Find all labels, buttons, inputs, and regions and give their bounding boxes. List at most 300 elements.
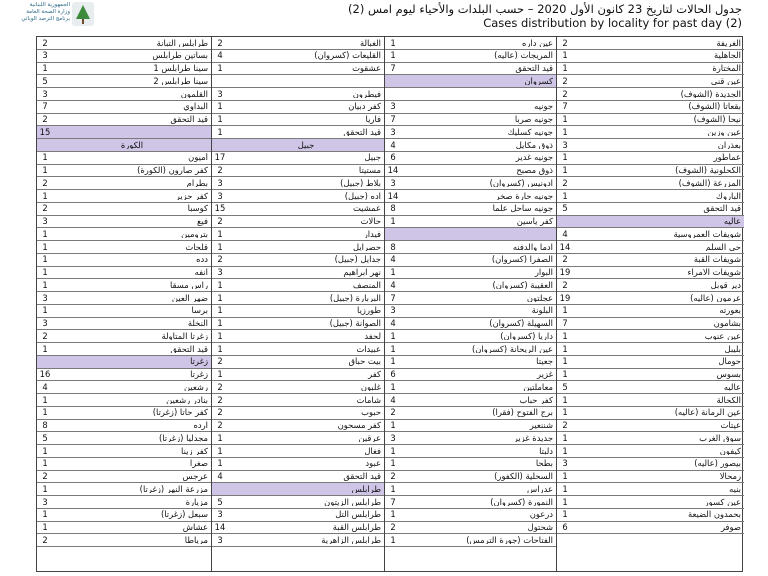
case-count: 1 (217, 458, 223, 469)
table-row (37, 318, 211, 331)
case-count: 7 (390, 292, 396, 303)
table-row (557, 420, 744, 433)
locality-name: نيحا (الشوف) (693, 115, 741, 124)
table-row (557, 394, 744, 407)
locality-name: حبوب (361, 408, 381, 417)
locality-name: المريجات (عاليه) (494, 51, 553, 60)
locality-name: فاريا (365, 115, 381, 124)
case-count: 1 (562, 432, 568, 443)
case-count: 1 (390, 50, 396, 61)
table-row (557, 139, 744, 152)
case-count: 2 (42, 203, 48, 214)
table-row (385, 330, 556, 343)
locality-name: طورزيا (357, 306, 381, 315)
table-row (37, 228, 211, 241)
table-row (557, 356, 744, 369)
locality-name: عشقوت (352, 64, 381, 73)
cases-table (36, 36, 743, 572)
locality-name: البربارة (جبيل) (329, 293, 381, 303)
table-column (556, 37, 744, 571)
locality-name: القليعات (كسروان) (314, 51, 381, 60)
table-row (37, 407, 211, 420)
table-row (212, 445, 384, 458)
table-row (212, 522, 384, 535)
case-count: 2 (217, 37, 223, 48)
case-count: 3 (390, 432, 396, 443)
case-count: 5 (562, 381, 568, 392)
locality-name: بيصور (عاليه) (694, 459, 741, 468)
table-row (212, 37, 384, 50)
table-row (212, 216, 384, 229)
table-row (37, 50, 211, 63)
table-row (557, 432, 744, 445)
case-count: 2 (217, 394, 223, 405)
case-count: 4 (217, 471, 223, 482)
locality-name: دده (196, 255, 208, 264)
locality-name: بلاط (جبيل) (340, 178, 381, 188)
case-count: 8 (42, 420, 48, 431)
locality-name: فغال (364, 446, 381, 456)
locality-name: عين قني (710, 76, 741, 86)
case-count: 5 (217, 496, 223, 507)
table-row (212, 279, 384, 292)
case-count: 1 (562, 407, 568, 418)
case-count: 1 (390, 37, 396, 48)
locality-name: عمشيت (352, 204, 381, 213)
locality-name: كفر صارون (الكورة) (137, 166, 208, 175)
locality-name: برج الفتوح (فقرا) (492, 408, 553, 417)
locality-name: النمورة (كسروان) (490, 497, 553, 507)
locality-name: المزرعة (الشوف) (678, 178, 741, 188)
case-count: 3 (390, 177, 396, 188)
table-row (557, 50, 744, 63)
locality-name: الكورة (120, 140, 144, 150)
locality-name: غزير (537, 370, 553, 379)
locality-name: فيدار (363, 229, 381, 239)
logo-line-2: وزارة الصحة العامة (26, 9, 70, 15)
case-count: 8 (390, 203, 396, 214)
case-count: 4 (390, 254, 396, 265)
table-row (385, 522, 556, 535)
case-count: 2 (390, 522, 396, 533)
locality-name: بطحا (535, 459, 553, 468)
locality-name: قلحات (185, 242, 208, 252)
title-english: Cases distribution by locality for past day (2) (483, 16, 742, 30)
table-column (384, 37, 556, 571)
case-count: 2 (217, 420, 223, 431)
locality-name: حالات (360, 217, 381, 226)
locality-name: الباروك (716, 191, 741, 201)
locality-name: عماطور (713, 153, 741, 162)
case-count: 3 (42, 318, 48, 329)
locality-name: عيتات (720, 421, 741, 430)
locality-name: جونيه غدير (515, 153, 553, 162)
case-count: 1 (217, 369, 223, 380)
locality-name: سبعل (زغرتا) (160, 510, 208, 519)
table-row (212, 88, 384, 101)
case-count: 1 (217, 343, 223, 354)
locality-name: شويفات العمروسية (673, 229, 741, 239)
district-header-row (557, 216, 744, 229)
case-count: 15 (214, 203, 226, 214)
case-count: 1 (390, 420, 396, 431)
case-count: 1 (217, 63, 223, 74)
case-count: 1 (217, 279, 223, 290)
table-row (385, 88, 556, 101)
case-count: 1 (42, 522, 48, 533)
locality-name: ارده (193, 421, 208, 430)
locality-name: الصوانة (جبيل) (329, 319, 381, 328)
table-row (385, 369, 556, 382)
table-row (212, 381, 384, 394)
table-row (212, 114, 384, 127)
table-row (557, 165, 744, 178)
locality-name: السهيلة (كسروان) (489, 319, 553, 328)
table-row (37, 471, 211, 484)
case-count: 1 (42, 190, 48, 201)
case-count: 2 (42, 177, 48, 188)
case-count: 1 (42, 305, 48, 316)
locality-name: دير قوبل (710, 280, 741, 290)
locality-name: شننعير (529, 421, 553, 430)
locality-name: شويفات القبة (693, 255, 741, 264)
table-row (557, 483, 744, 496)
locality-name: جبيل (364, 153, 381, 162)
logo-line-3: برنامج الترصد الوبائي (21, 16, 70, 22)
table-row (557, 254, 744, 267)
case-count: 1 (42, 279, 48, 290)
table-row (385, 534, 556, 547)
table-row (557, 458, 744, 471)
locality-name: سينا طرابلس 2 (153, 76, 208, 86)
case-count: 1 (562, 50, 568, 61)
case-count: 2 (562, 279, 568, 290)
locality-name: طرابلس القبة (332, 523, 381, 532)
case-count: 1 (562, 165, 568, 176)
locality-name: بسوس (716, 370, 741, 379)
case-count: 3 (217, 88, 223, 99)
table-row (385, 216, 556, 229)
case-count: 2 (562, 177, 568, 188)
table-row (37, 241, 211, 254)
case-count: 1 (390, 343, 396, 354)
table-row (212, 496, 384, 509)
locality-name: مجدليا (زغرتا) (158, 433, 208, 443)
table-row (557, 177, 744, 190)
case-count: 1 (217, 305, 223, 316)
case-count: 3 (562, 458, 568, 469)
locality-name: مزيارة (185, 497, 208, 507)
table-row (212, 369, 384, 382)
table-row (385, 496, 556, 509)
table-row (385, 458, 556, 471)
locality-name: غلبون (360, 382, 381, 392)
district-header-row (37, 356, 211, 369)
locality-name: طرابلس الزاهرية (321, 535, 381, 545)
locality-name: شامات (356, 395, 381, 405)
locality-name: اده (جبيل) (344, 191, 381, 201)
locality-name: قيد التحقق (170, 115, 208, 124)
table-row (37, 190, 211, 203)
locality-name: قيد التحقق (343, 472, 381, 481)
table-row (37, 496, 211, 509)
table-row (557, 88, 744, 101)
locality-name: كيفون (719, 446, 741, 456)
table-row (385, 126, 556, 139)
locality-name: عدراس (527, 484, 553, 494)
case-count: 2 (42, 37, 48, 48)
locality-name: بطرام (186, 178, 208, 188)
table-row (37, 267, 211, 280)
table-row (212, 75, 384, 88)
case-count: 1 (42, 458, 48, 469)
case-count: 1 (562, 356, 568, 367)
case-count: 6 (390, 152, 396, 163)
table-row (557, 114, 744, 127)
locality-name: طرابلس التبانة (156, 38, 208, 48)
table-row (212, 394, 384, 407)
locality-name: دلبتا (539, 446, 553, 456)
locality-name: عين الريحانة (كسروان) (472, 344, 553, 354)
district-header-row (385, 228, 556, 241)
table-row (557, 445, 744, 458)
locality-name: عين كسور (704, 497, 741, 507)
table-row (385, 279, 556, 292)
locality-name: رشعين (183, 382, 208, 392)
district-header-row (212, 139, 384, 152)
case-count: 4 (390, 394, 396, 405)
table-row (557, 305, 744, 318)
case-count: 1 (562, 114, 568, 125)
table-row (37, 37, 211, 50)
table-row (212, 509, 384, 522)
table-row (557, 75, 744, 88)
case-count: 7 (562, 101, 568, 112)
locality-name: فيطرون (352, 89, 381, 99)
table-row (385, 114, 556, 127)
case-count: 2 (562, 88, 568, 99)
case-count: 1 (217, 126, 223, 137)
case-count: 2 (562, 37, 568, 48)
district-header-row (37, 139, 211, 152)
table-row (212, 458, 384, 471)
locality-name: مزرعة النهر (زغرتا) (139, 484, 208, 494)
table-row (37, 114, 211, 127)
table-row (557, 101, 744, 114)
case-count: 1 (42, 241, 48, 252)
table-row (37, 101, 211, 114)
table-row (212, 126, 384, 139)
case-count: 3 (390, 126, 396, 137)
table-row (557, 381, 744, 394)
table-row (37, 305, 211, 318)
locality-name: المنصف (352, 280, 381, 290)
case-count: 1 (390, 534, 396, 545)
table-row (385, 63, 556, 76)
locality-name: داريا (كسروان) (500, 331, 553, 341)
table-row (557, 369, 744, 382)
locality-name: قيد التحقق (170, 344, 208, 354)
locality-name: حي السلم (705, 242, 741, 252)
locality-name: كفر دبيان (348, 102, 381, 111)
table-row (212, 63, 384, 76)
table-row (37, 152, 211, 165)
locality-name: سينا طرابلس 1 (153, 64, 208, 73)
locality-name: درعون (529, 510, 553, 519)
case-count: 1 (217, 101, 223, 112)
table-row (385, 267, 556, 280)
table-row (385, 483, 556, 496)
case-count: 2 (217, 381, 223, 392)
locality-name: بعورته (719, 306, 741, 315)
table-row (212, 228, 384, 241)
locality-name: مرياطا (184, 535, 208, 545)
table-row (557, 152, 744, 165)
case-count: 3 (42, 292, 48, 303)
case-count: 17 (214, 152, 226, 163)
locality-name: عبيدات (356, 344, 381, 354)
locality-name: قيد التحقق (343, 127, 381, 137)
locality-name: انفه (194, 268, 208, 277)
case-count: 14 (559, 241, 571, 252)
table-row (557, 318, 744, 331)
locality-name: بترومين (181, 229, 208, 239)
case-count: 2 (217, 254, 223, 265)
table-row (212, 318, 384, 331)
table-row (557, 279, 744, 292)
table-row (557, 190, 744, 203)
table-row (385, 203, 556, 216)
locality-name: جبيل (297, 140, 315, 150)
table-row (37, 75, 211, 88)
locality-name: عرقين (358, 433, 381, 443)
table-row (557, 509, 744, 522)
table-row (557, 228, 744, 241)
table-row (557, 267, 744, 280)
table-row (212, 101, 384, 114)
locality-name: بنيه (729, 484, 741, 494)
locality-name: مستيتا (358, 166, 381, 175)
locality-name: عاليه (723, 217, 741, 226)
table-row (212, 165, 384, 178)
case-count: 3 (390, 305, 396, 316)
locality-name: النخلة (187, 319, 208, 328)
case-count: 1 (42, 445, 48, 456)
locality-name: زغرتا (190, 357, 208, 366)
table-row (212, 152, 384, 165)
table-row (212, 330, 384, 343)
locality-name: جونيه صربا (514, 115, 553, 124)
case-count: 8 (390, 241, 396, 252)
case-count: 2 (42, 534, 48, 545)
case-count: 1 (390, 381, 396, 392)
locality-name: بحمدون الضيعة (687, 510, 741, 519)
case-count: 1 (562, 483, 568, 494)
locality-name: بقعاتا (الشوف) (688, 102, 741, 111)
case-count: 15 (39, 126, 51, 137)
locality-name: كفر حزير (175, 191, 208, 201)
case-count: 3 (562, 139, 568, 150)
case-count: 1 (42, 254, 48, 265)
locality-name: جونيه كسليك (507, 127, 553, 137)
table-row (37, 394, 211, 407)
table-row (212, 534, 384, 547)
locality-name: فيع (197, 217, 208, 226)
table-row (37, 534, 211, 547)
case-count: 4 (217, 50, 223, 61)
table-row (385, 445, 556, 458)
case-count: 1 (562, 305, 568, 316)
locality-name: عين الرمانة (عاليه) (674, 408, 741, 417)
locality-name: جونيه حارة صخر (495, 191, 553, 201)
case-count: 2 (217, 165, 223, 176)
title-arabic: جدول الحالات لتاريخ 23 كانون الأول 2020 – حسب البلدات والأحياء ليوم امس (2) (347, 2, 742, 16)
table-row (212, 420, 384, 433)
table-row (212, 292, 384, 305)
locality-name: البداوي (183, 102, 208, 111)
locality-name: عجلتون (526, 293, 553, 303)
case-count: 1 (390, 509, 396, 520)
table-row (385, 241, 556, 254)
locality-name: ادما والدفنه (512, 242, 553, 252)
case-count: 1 (42, 483, 48, 494)
locality-name: عين داره (521, 38, 553, 48)
table-row (37, 432, 211, 445)
table-row (212, 267, 384, 280)
locality-name: زغرتا (190, 370, 208, 379)
case-count: 2 (390, 407, 396, 418)
locality-name: كفر (368, 370, 381, 379)
case-count: 1 (390, 216, 396, 227)
locality-name: الجاهلية (713, 51, 741, 60)
table-row (37, 509, 211, 522)
case-count: 7 (562, 318, 568, 329)
case-count: 3 (42, 216, 48, 227)
locality-name: رمحالا (719, 472, 741, 481)
table-row (37, 203, 211, 216)
table-row (557, 292, 744, 305)
table-row (385, 50, 556, 63)
case-count: 1 (390, 356, 396, 367)
case-count: 1 (42, 63, 48, 74)
case-count: 3 (217, 190, 223, 201)
case-count: 1 (562, 369, 568, 380)
table-row (385, 139, 556, 152)
case-count: 1 (42, 394, 48, 405)
locality-name: الجديدة (الشوف) (680, 89, 741, 99)
case-count: 7 (390, 496, 396, 507)
locality-name: بشامون (713, 319, 741, 328)
table-row (212, 356, 384, 369)
district-header-row (385, 75, 556, 88)
table-row (37, 522, 211, 535)
locality-name: البوار (534, 268, 553, 277)
locality-name: جدايل (جبيل) (334, 255, 381, 264)
locality-name: شويفات الامراء (687, 268, 741, 277)
table-row (37, 254, 211, 267)
case-count: 1 (217, 292, 223, 303)
table-row (37, 330, 211, 343)
case-count: 3 (217, 267, 223, 278)
case-count: 3 (42, 88, 48, 99)
table-row (212, 305, 384, 318)
table-row (557, 522, 744, 535)
case-count: 1 (42, 152, 48, 163)
table-row (557, 407, 744, 420)
table-column (37, 37, 211, 571)
case-count: 1 (42, 165, 48, 176)
locality-name: نهر ابراهيم (343, 268, 381, 277)
